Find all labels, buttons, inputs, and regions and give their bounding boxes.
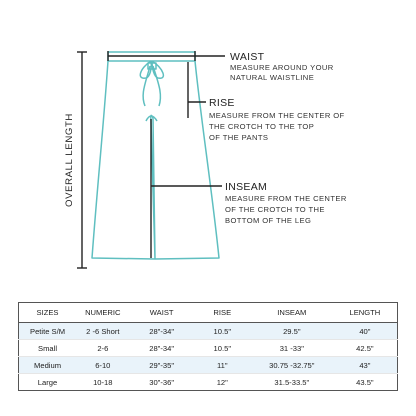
cell-size: Small (19, 340, 77, 357)
cell-rise: 10.5" (194, 323, 251, 340)
cell-rise: 11" (194, 357, 251, 374)
cell-length: 43" (333, 357, 398, 374)
rise-desc-1: MEASURE FROM THE CENTER OF (209, 111, 345, 120)
cell-numeric: 10-18 (76, 374, 130, 391)
cell-rise: 10.5" (194, 340, 251, 357)
header-numeric: NUMERIC (76, 303, 130, 323)
drawstring-tail-left (143, 66, 150, 106)
overall-length-label: OVERALL LENGTH (64, 113, 75, 207)
table-row (19, 323, 398, 340)
inseam-desc-3: BOTTOM OF THE LEG (225, 216, 312, 225)
inseam-desc-2: OF THE CROTCH TO THE (225, 205, 325, 214)
cell-waist: 30"-36" (130, 374, 194, 391)
cell-inseam: 29.5" (251, 323, 333, 340)
cell-size: Medium (19, 357, 77, 374)
cell-rise: 12" (194, 374, 251, 391)
cell-length: 40" (333, 323, 398, 340)
table-row (19, 374, 398, 391)
cell-size: Petite S/M (19, 323, 77, 340)
cell-waist: 28"-34" (130, 340, 194, 357)
cell-length: 42.5" (333, 340, 398, 357)
header-sizes: SIZES (19, 303, 77, 323)
header-length: LENGTH (333, 303, 398, 323)
rise-desc-3: OF THE PANTS (209, 133, 269, 142)
header-rise: RISE (194, 303, 251, 323)
header-inseam: INSEAM (251, 303, 333, 323)
cell-length: 43.5" (333, 374, 398, 391)
pants-body (92, 61, 219, 259)
cell-size: Large (19, 374, 77, 391)
cell-waist: 29"-35" (130, 357, 194, 374)
inseam-desc-1: MEASURE FROM THE CENTER (225, 194, 347, 203)
rise-title: RISE (209, 97, 235, 109)
waist-desc-2: NATURAL WAISTLINE (230, 73, 315, 82)
cell-waist: 28"-34" (130, 323, 194, 340)
cell-numeric: 2-6 (76, 340, 130, 357)
inseam-title: INSEAM (225, 181, 268, 193)
waist-title: WAIST (230, 51, 265, 63)
cell-inseam: 31.5-33.5" (251, 374, 333, 391)
table-header-row (19, 303, 398, 323)
header-waist: WAIST (130, 303, 194, 323)
cell-inseam: 30.75 -32.75" (251, 357, 333, 374)
cell-numeric: 6-10 (76, 357, 130, 374)
pants-outline (92, 52, 219, 259)
cell-inseam: 31 -33" (251, 340, 333, 357)
waist-desc-1: MEASURE AROUND YOUR (230, 63, 334, 72)
measure-lines (77, 51, 225, 268)
table-row (19, 357, 398, 374)
cell-numeric: 2 -6 Short (76, 323, 130, 340)
size-table (18, 302, 398, 391)
rise-desc-2: THE CROTCH TO THE TOP (209, 122, 315, 131)
table-row (19, 340, 398, 357)
